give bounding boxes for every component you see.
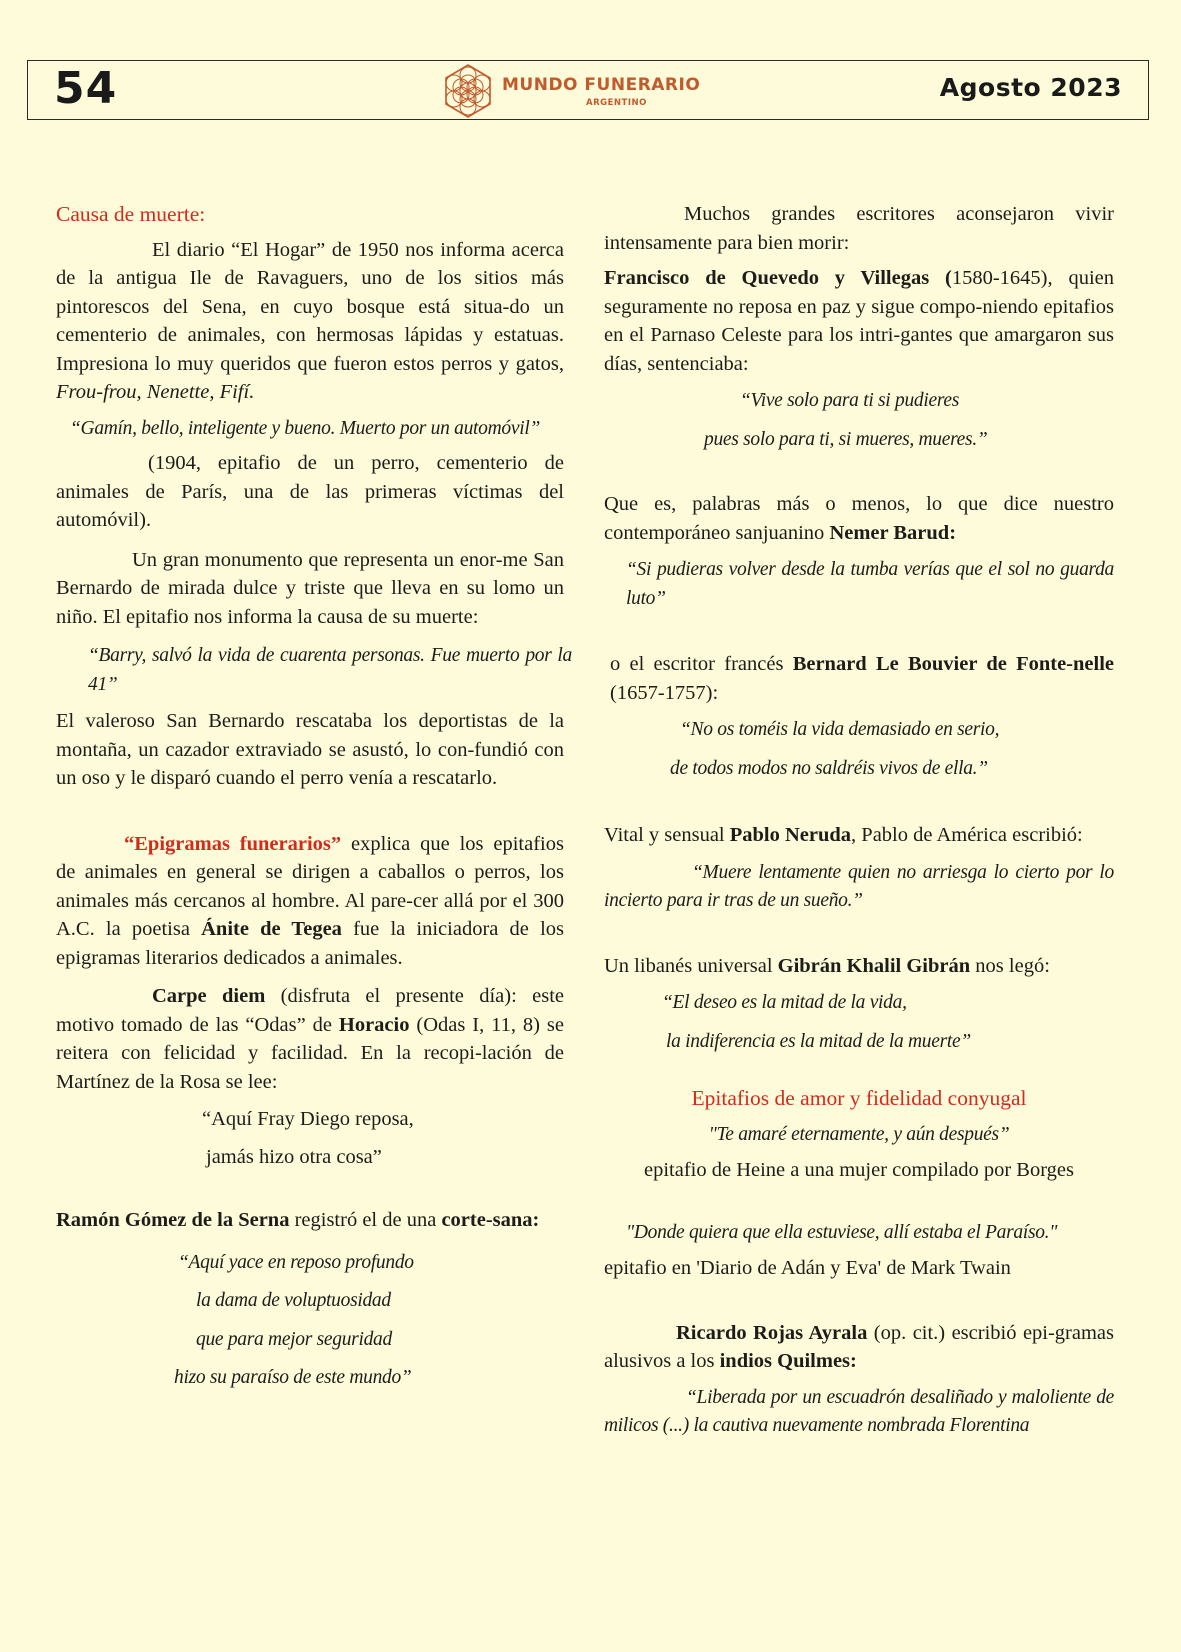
verse-line: la dama de voluptuosidad [196, 1290, 391, 1311]
quote-neruda: “Muere lentamente quien no arriesga lo cierto por lo incierto para ir tras de un sueño.” [604, 861, 1114, 911]
verse-line: que para mejor seguridad [196, 1328, 392, 1350]
paragraph: (1904, epitafio de un perro, cementerio de animales de París, una de las primeras víctimas del automóvil). [56, 452, 564, 531]
paragraph: “Epigramas funerarios” explica que los epitafios de animales en general se dirigen a caballos o perros, los animales más cercanos al hombre. Al pare-cer allá por el 300 A.C. la poetisa Ánite de Tegea fue la iniciadora de los epigramas literarios dedicados a animales. [56, 832, 564, 969]
verse-line: “Vive solo para ti si pudieres [740, 390, 960, 411]
verse-line: hizo su paraíso de este mundo” [174, 1367, 412, 1388]
right-column [604, 200, 1114, 1441]
paragraph: Vital y sensual Pablo Neruda, Pablo de América escribió: [604, 824, 1083, 846]
section-heading-amor: Epitafios de amor y fidelidad conyugal [691, 1086, 1027, 1110]
paragraph: Carpe diem (disfruta el presente día): este motivo tomado de las “Odas” de Horacio (Odas I, 11, 8) se reitera con felicidad y facilidad. En la recopi-lación de Martínez de la Rosa se lee: [56, 985, 564, 1093]
paragraph: Ricardo Rojas Ayrala (op. cit.) escribió epi-gramas alusivos a los indios Quilmes: [604, 1321, 1115, 1372]
paragraph: El diario “El Hogar” de 1950 nos informa acerca de la antigua Ile de Ravaguers, uno de los sitios más pintorescos del Sena, en cuyo bosque está situa-do un cementerio de animales, con hermosas lápidas y estatuas. Impresiona lo muy queridos que fueron estos perros y gatos, Frou-frou, Nenette, Fifí. [56, 238, 564, 403]
quote-barud: “Si pudieras volver desde la tumba verías que el sol no guarda luto” [626, 559, 1114, 609]
verse-line: pues solo para ti, si mueres, mueres.” [704, 428, 988, 450]
paragraph: Un libanés universal Gibrán Khalil Gibrán nos legó: [604, 954, 1050, 977]
issue-date: Agosto 2023 [939, 73, 1122, 102]
quote-twain: "Donde quiera que ella estuviese, allí estaba el Paraíso." [626, 1221, 1058, 1243]
page-number: 54 [54, 63, 118, 114]
brand-name: MUNDO FUNERARIO [502, 75, 701, 95]
paragraph: Que es, palabras más o menos, lo que dice nuestro contemporáneo sanjuanino Nemer Barud: [604, 493, 1114, 544]
verse-line: jamás hizo otra cosa” [206, 1145, 382, 1168]
paragraph: Un gran monumento que representa un enor-me San Bernardo de mirada dulce y triste que lleva en su lomo un niño. El epitafio nos informa la causa de su muerte: [56, 548, 564, 628]
quote-barry: “Barry, salvó la vida de cuarenta personas. Fue muerto por la 41” [88, 645, 572, 695]
verse-line: “El deseo es la mitad de la vida, [662, 992, 907, 1013]
paragraph: El valeroso San Bernardo rescataba los deportistas de la montaña, un cazador extraviado se asustó, lo con-fundió con un oso y le disparó cuando el perro venía a rescatarlo. [56, 710, 564, 789]
quote-heine: "Te amaré eternamente, y aún después” [708, 1123, 1010, 1145]
brand-subtitle: ARGENTINO [586, 98, 647, 108]
verse-line: “Aquí Fray Diego reposa, [202, 1108, 414, 1130]
verse-line: “Aquí yace en reposo profundo [178, 1251, 414, 1273]
paragraph: Ramón Gómez de la Serna registró el de una corte-sana: [56, 1209, 540, 1231]
quote-quilmes: “Liberada por un escuadrón desaliñado y maloliente de milicos (...) la cautiva nuevamente nombrada Florentina [604, 1386, 1114, 1436]
section-heading-causa: Causa de muerte: [56, 202, 206, 226]
verse-line: la indiferencia es la mitad de la muerte” [666, 1030, 971, 1052]
paragraph: o el escritor francés Bernard Le Bouvier de Fonte-nelle (1657-1757): [610, 653, 1114, 704]
caption: epitafio en 'Diario de Adán y Eva' de Mark Twain [604, 1257, 1011, 1279]
verse-line: de todos modos no saldréis vivos de ella.” [670, 757, 988, 779]
paragraph: Muchos grandes escritores aconsejaron vivir intensamente para bien morir: [604, 203, 1114, 254]
caption: epitafio de Heine a una mujer compilado por Borges [644, 1159, 1074, 1181]
verse-line: “No os toméis la vida demasiado en serio, [680, 719, 1000, 740]
page-header [27, 60, 1149, 120]
flower-of-life-logo-icon [440, 63, 496, 119]
quote-gamin: “Gamín, bello, inteligente y bueno. Muerto por un automóvil” [70, 417, 540, 439]
left-column [56, 200, 572, 1393]
paragraph: Francisco de Quevedo y Villegas (1580-1645), quien seguramente no reposa en paz y sigue compo-niendo epitafios en el Parnaso Celeste para los intri-gantes que amargaron sus días, sentenciaba: [604, 267, 1114, 375]
